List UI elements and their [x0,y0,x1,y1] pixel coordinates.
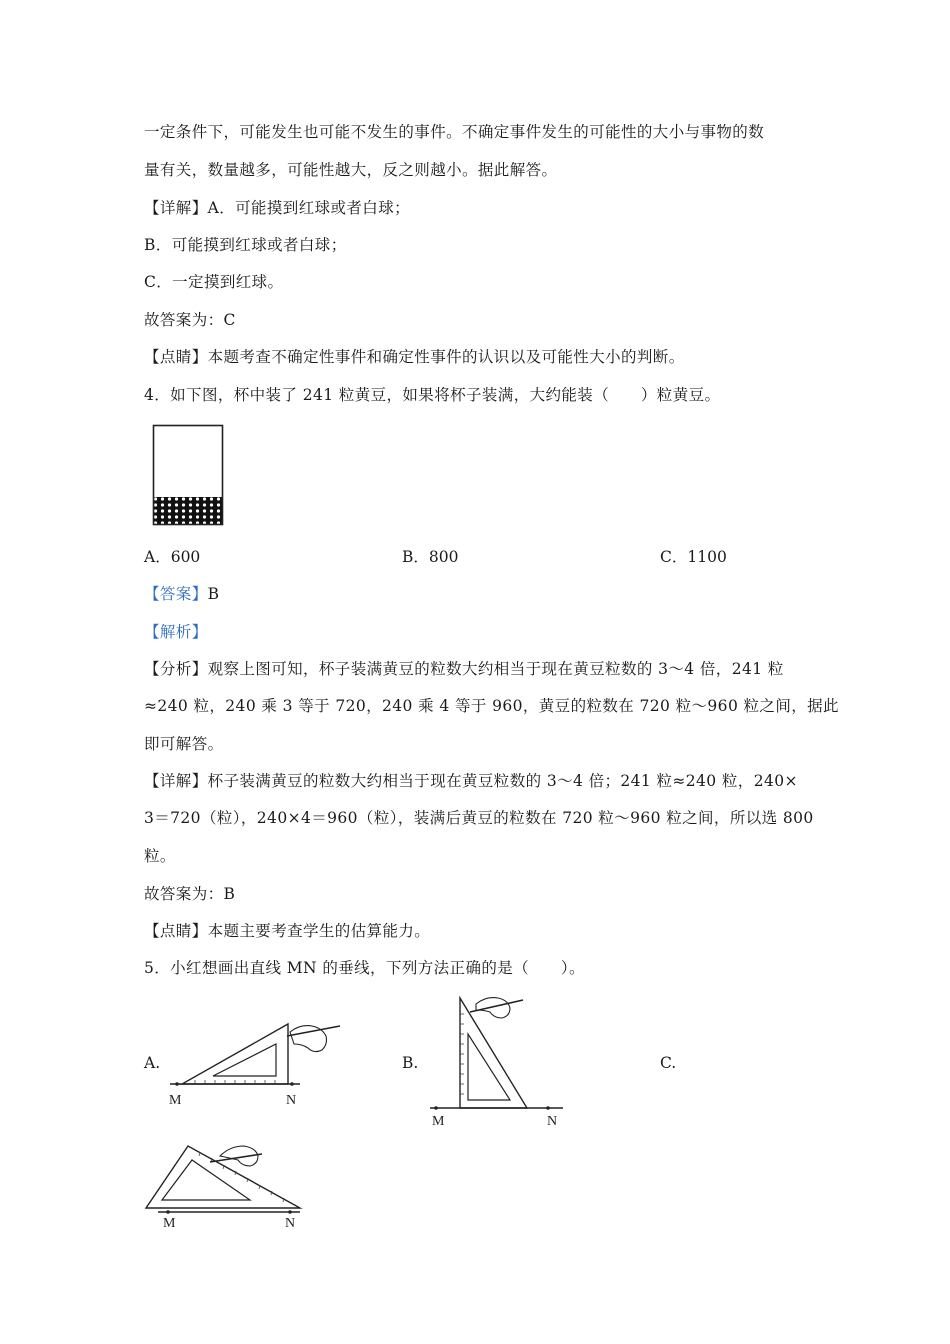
label-n: N [285,1216,296,1231]
label-m: M [163,1216,176,1231]
q5-option-b-label[interactable]: B. [402,1054,419,1072]
detail-tag: 【详解】 [144,199,208,217]
q3-comment [144,347,685,367]
q4-option-a[interactable]: A．600 [144,548,201,566]
analysis-line-2: 量有关，数量越多，可能性越大，反之则越小。据此解答。 [144,161,558,179]
q3-detail-c: C．一定摸到红球。 [144,273,284,291]
q5-option-c-label[interactable]: C. [660,1054,677,1072]
q4-detail-3: 粒。 [144,847,176,865]
q4-comment: 【点睛】本题主要考查学生的估算能力。 [144,922,431,940]
cup-figure [152,424,224,526]
q4-analysis-3: 即可解答。 [144,735,224,753]
answer-value: B [207,585,220,603]
q4-conclusion: 故答案为：B [144,885,236,903]
hand-icon [476,998,510,1018]
label-m: M [432,1114,445,1129]
q4-analysis-2: ≈240 粒，240 乘 3 等于 720，240 乘 4 等于 960，黄豆的粒数在 720 粒～960 粒之间，据此 [144,697,839,715]
label-m: M [169,1093,182,1108]
figure-a-set-square [165,1020,355,1110]
label-n: N [286,1093,297,1108]
answer-tag: 【答案】 [144,585,208,603]
label-n: N [547,1114,558,1129]
comment-text: 本题考查不确定性事件和确定性事件的认识以及可能性大小的判断。 [207,348,685,366]
q4-analysis-1: 【分析】观察上图可知，杯子装满黄豆的粒数大约相当于现在黄豆粒数的 3～4 倍，241 粒 [144,660,784,678]
beans-fill [154,497,222,524]
q5-question: 5．小红想画出直线 MN 的垂线，下列方法正确的是（ ）。 [144,959,585,977]
q4-answer [144,584,219,604]
figure-b-set-square [428,994,568,1128]
q4-jiexi-tag: 【解析】 [144,623,208,641]
q3-detail-b: B．可能摸到红球或者白球； [144,236,347,254]
q3-detail-a [144,198,410,218]
q4-question: 4．如下图，杯中装了 241 粒黄豆，如果将杯子装满，大约能装（ ）粒黄豆。 [144,386,721,404]
detail-a-text: A．可能摸到红球或者白球； [207,199,411,217]
q4-option-c[interactable]: C．1100 [660,548,727,566]
figure-c-set-square [140,1138,310,1230]
q5-option-a-label[interactable]: A. [144,1054,161,1072]
q4-option-b[interactable]: B．800 [402,548,459,566]
comment-tag: 【点睛】 [144,348,208,366]
q4-detail-2: 3＝720（粒），240×4＝960（粒），装满后黄豆的粒数在 720 粒～960 粒之间，所以选 800 [144,809,814,827]
analysis-line-1: 一定条件下，可能发生也可能不发生的事件。不确定事件发生的可能性的大小与事物的数 [144,123,765,141]
q4-detail-1: 【详解】杯子装满黄豆的粒数大约相当于现在黄豆粒数的 3～4 倍；241 粒≈240 粒，240× [144,772,798,790]
q3-conclusion: 故答案为：C [144,311,236,329]
